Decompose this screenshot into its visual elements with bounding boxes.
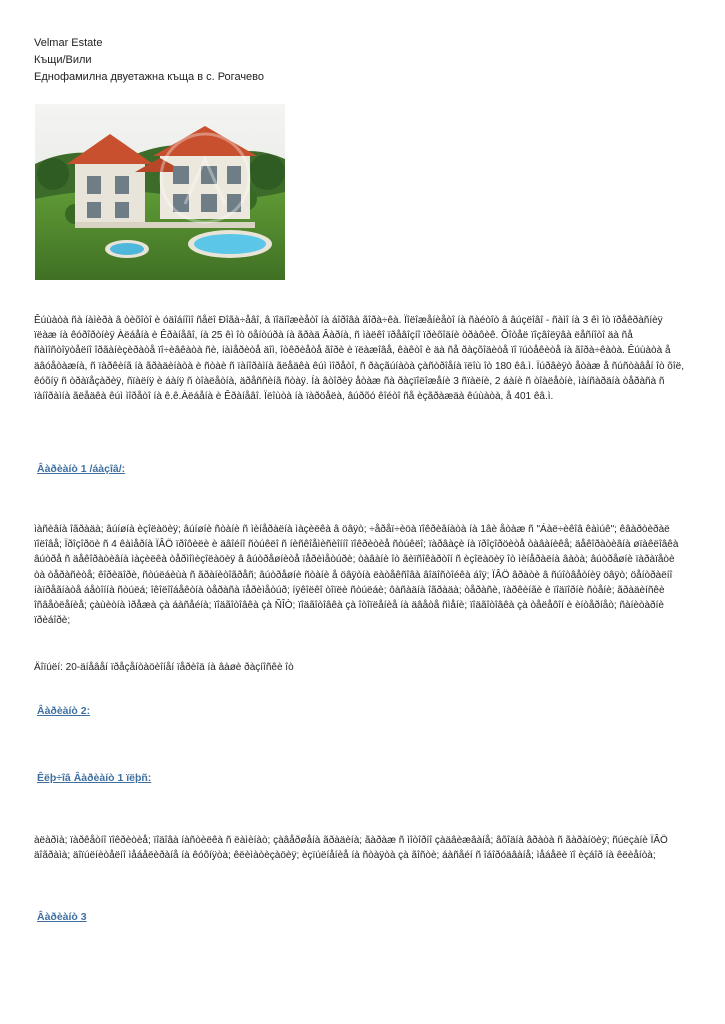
section-1-features: ìàñèâíà îãðàäà; âúíøíà èçîëàöèÿ; âúíøíè ñòàíè ñ ìèíåðàëíà ìàçèëêà â öâÿò; ÷åðåï÷èöà ïîêðèâíàòà íà 1âè åòàæ ñ "Áàë÷èêîâ êàìúê"; êâàðòèðàë ïîëîâå; Ïðîçîðöè ñ 4 êàìåðíà ÏÂÖ ïðîôèëè è äâîéíî ñòúêëî ñ íèñêîåìèñèîííî ïîêðèòèå ñòúêëî; ïàðâàçè íà ïðîçîðöèòå òàâàíèêå; äåêîðàòèâíà øïàêëîâêà âúòðå ñ äåêîðàòèâíà ìàçèëêà òåðìîìèçîëàöèÿ â âúòðåøíèòå ïåðèìåòúðè; òàâàíè îò ãèïñîêàðòîí ñ èçîëàöèÿ îò ìèíåðàëíà âàòà; âúòðåøíè ïàðàïåòè òà òåðàñèòå; êîðèäîðè, ñòúëáèùà ñ ãðàíèòîãðåñ; âúòðåøíè ñòàíè å öâÿòíà ëàòåêñîâà âîäîñòîéêà áîÿ; ÏÂÖ âðàòè â ñúîòâåòíèÿ öâÿò; öåíòðàëíî íàïðåãíàòå áåòîííà ñòúëá; îêîëîîáåêòíà òåðàñà ïåðèìåòúð; íÿêîëêî òîïëè ñòúëáè; ôàñàäíà îãðàäà; òåðàñè, ïàðêèíãè è ïîäïîðíè ñòåíè; ãðàäèíñêè îñâåòëåíèå; çàùèòíà ìðåæà çà áàñåéíà; ïîäãîòîâêà çà ÑÎÒ; ïîäãîòîâêà çà îòîïëåíèå íà äâåòå ñìåíè; ïîäãîòîâêà çà òåëåôîí è èíòåðíåò; ñàíèòàðíè ïðèáîðè;	[34, 524, 679, 627]
site-name: Velmar Estate	[34, 37, 103, 49]
section-1-title[interactable]: Âàðèàíò 1 /áàçîâ/:	[37, 463, 126, 475]
section-2-title[interactable]: Âàðèàíò 2:	[37, 705, 91, 717]
house-illustration	[35, 104, 285, 280]
section-4-title[interactable]: Âàðèàíò 3	[37, 911, 87, 923]
listing-header	[34, 35, 264, 86]
house-render-photo	[35, 104, 285, 280]
section-3-features: àëàðìà; ïàðêåòíî ïîêðèòèå; ïîäîâà íàñòèëêà ñ ëàìèíàò; çàâåðøåíà ãðàäèíà; ãàðàæ ñ ìîòîðíî çàäâèæâàíå; âõîäíà âðàòà ñ ãàðàíöèÿ; ñúëçàíè ÏÂÖ äîãðàìà; äîïúëíèòåëíî ìåáåëèðàíå íà êóõíÿòà; êëèìàòèçàöèÿ; èçïúëíåíèå íà ñòàÿòà çà ãîñòè; áàñåéí ñ îáîðóäâàíå; ìåáåëè ïî èçáîð íà êëèåíòà;	[34, 835, 668, 862]
listing-title: Еднофамилна двуетажна къща в с. Рогачево	[34, 71, 265, 83]
price-note: Äîïúëí: 20-äíåâåí ïðåçåíòàöèîíåí ïåðèîä íà âàøè ðàçíîñêè îò	[34, 662, 294, 673]
intro-description: Êúùàòà ñà íàìèðà â òèõîòî è óäîáíîìî ñåëî Ðîãà÷åâî, â ïîäíîæèåòî íà áîðîâà ãîðà÷êà. Ïîëîæåíèåòî íà ñàéòîò â âúçëîâî - ñàìî íà 3 êì îò ïðåêðàñíèÿ ïëàæ íà êóðîðòíèÿ Àëáåíà è Êðàíåâî, íà 25 êì îò öåíòúðà íà ãðàä Âàðíà, ñ ìàëêî ïðåâîçíî ïðèõîäíè òðàôèê. Õîòåë ïîçâîëÿâà ëåñíîòî äà ñå ñàìîñòîÿòåëíî îðãàíèçèðàòå ïî÷èâêàòà ñè, íàìåðèòå äîì, îòêðèåòå ãîðè è ïëàæîâå, êàêòî è äà ñå ðàçõîäèòå ïî ïúòåêèòå íà ãîðà÷êàòà. Êúùàòà å äâóåòàæíà, ñ ïàðêèíã íà ãðàäèíàòà è ñòàè ñ ïàíîðàìíà ãëåäêà êúì ìîðåòî, ñ ðàçãúíàòà çàñòðîåíà ïëîù îò 180 êâ.ì. Ïúðâèÿò åòàæ å ñúñòàâåí îò õîë, êóõíÿ ñ òðàïåçàðèÿ, ñïàëíÿ è áàíÿ ñ òîàëåòíà, äðåññèíã ñòàÿ. Íà âòîðèÿ åòàæ ñà ðàçïîëîæåíè 3 ñïàëíè, 2 áàíè ñ òîàëåòíè, ìàíñàðäíà òåðàñà ñ ïàíîðàìíà ãëåäêà êúì ìîðåòî íà ê.ê.Àëáåíà è Êðàíåâî. Ïëîùòà íà ïàðöåëà, âúðõó êîéòî ñå èçãðàæäà êúùàòà, å 401 êâ.ì.	[34, 315, 684, 403]
section-3-title[interactable]: Êëþ÷îâ Âàðèàíò 1 ïëþñ:	[37, 772, 152, 784]
category-breadcrumb[interactable]: Къщи/Вили	[34, 54, 92, 66]
